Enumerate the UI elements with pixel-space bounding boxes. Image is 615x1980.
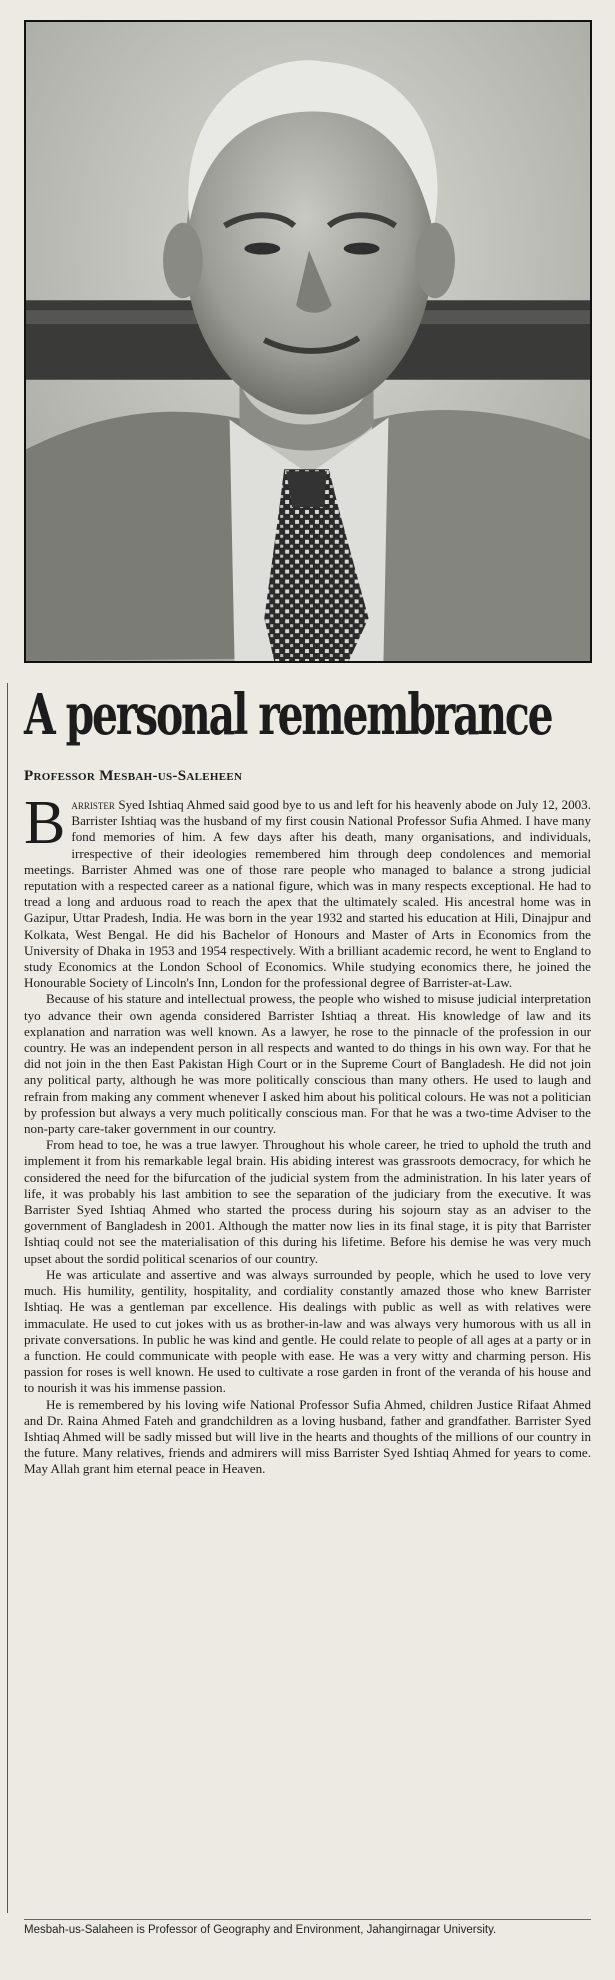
column-rule — [7, 683, 8, 1913]
paragraph-1 — [24, 789, 591, 991]
article-headline: A personal remembrance — [24, 682, 552, 748]
paragraph-3: From head to toe, he was a true lawyer. Throughout his whole career, he tried to uphold the truth and implement it from his remarkable legal brain. His abiding interest was grassroots democracy, for which he considered the need for the bifurcation of the judicial system from the administration. In his later years of life, it was probably his last ambition to see the separation of the judiciary from the executive. It was Barrister Syed Ishtiaq Ahmed who started the process during his sojourn stay as an adviser to the government of Bangladesh in 2001. Although the matter now lies in its final stage, it is pity that Barrister Ishtiaq could not see the materialisation of this during his lifetime. Before his demise he was very much upset about the sordid political scenarios of our country. — [24, 1137, 591, 1266]
article-byline: Professor Mesbah-us-Saleheen — [24, 768, 243, 784]
lead-word: arrister — [71, 797, 115, 812]
paragraph-text: Syed Ishtiaq Ahmed said good bye to us and left for his heavenly abode on July 12, 2003. Barrister Ishtiaq was the husband of my first cousin National Professor Sufia Ahmed. I have many fond memories of him. A few days after his death, many organisations, and individuals, irrespective of their ideologies remembered him through deep condolences and memorial meetings. Barrister Ahmed was one of those rare people who managed to balance a strong judicial reputation with a respected career as a national figure, which was in many respects exceptional. He had to tread a long and arduous road to reach the apex that the ultimately scaled. His ancestral home was in Gazipur, Uttar Pradesh, India. He was born in the year 1932 and started his education at Hili, Dinajpur and Kolkata, West Bengal. He did his Bachelor of Honours and Master of Arts in Economics from the University of Dhaka in 1953 and 1954 respectively. With a brilliant academic record, he went to England to study Economics at the London School of Economics. While studying economics there, he joined the Honourable Society of Lincoln's Inn, London for the professional degree of Barrister-at-Law. — [24, 797, 591, 991]
drop-cap: B — [24, 789, 66, 857]
portrait-photo — [24, 20, 592, 663]
footer-divider — [24, 1919, 591, 1920]
paragraph-5: He is remembered by his loving wife National Professor Sufia Ahmed, children Justice Rifaat Ahmed and Dr. Raina Ahmed Fateh and grandchildren as a loving husband, father and grandfather. Barrister Syed Ishtiaq Ahmed will be sadly missed but will live in the hearts and thoughts of the millions of our country in the future. Many relatives, friends and admirers will miss Barrister Syed Ishtiaq Ahmed for years to come. May Allah grant him eternal peace in Heaven. — [24, 1396, 591, 1477]
paragraph-4: He was articulate and assertive and was always surrounded by people, which he used to love very much. His humility, gentility, hospitality, and cordiality constantly amazed those who knew Barrister Ishtiaq. He was a gentleman par excellence. His dealings with public as well as with relatives were immaculate. He used to cut jokes with us as brother-in-law and was always very humorous with us all in private conversations. In public he was kind and gentle. He could relate to people of all ages at a party or in a function. He could communicate with people with ease. He was a very witty and charming person. His passion for roses is well known. He used to cultivate a rose garden in front of the veranda of his house and to nourish it was his immense passion. — [24, 1266, 591, 1396]
article-body — [24, 789, 591, 1478]
portrait-illustration — [26, 22, 590, 661]
paragraph-2: Because of his stature and intellectual prowess, the people who wished to misuse judicial interpretation tyo advance their own agenda considered Barrister Ishtiaq a threat. His knowledge of law and its explanation and narration was well known. As a lawyer, he rose to the pinnacle of the profession in our country. He was an independent person in all respects and wanted to do things in his own way. For that he did not join in the then East Pakistan High Court or in the Supreme Court of Bangladesh. He did not join any political party, although he was more politically conscious than many others. He used to laugh and refrain from making any comment whenever I asked him about his political colours. He was not a politician by profession but always a very much politically conscious man. For that he was a two-time Adviser to the non-party care-taker government in our country. — [24, 991, 591, 1137]
author-note: Mesbah-us-Salaheen is Professor of Geography and Environment, Jahangirnagar University. — [24, 1924, 497, 1936]
